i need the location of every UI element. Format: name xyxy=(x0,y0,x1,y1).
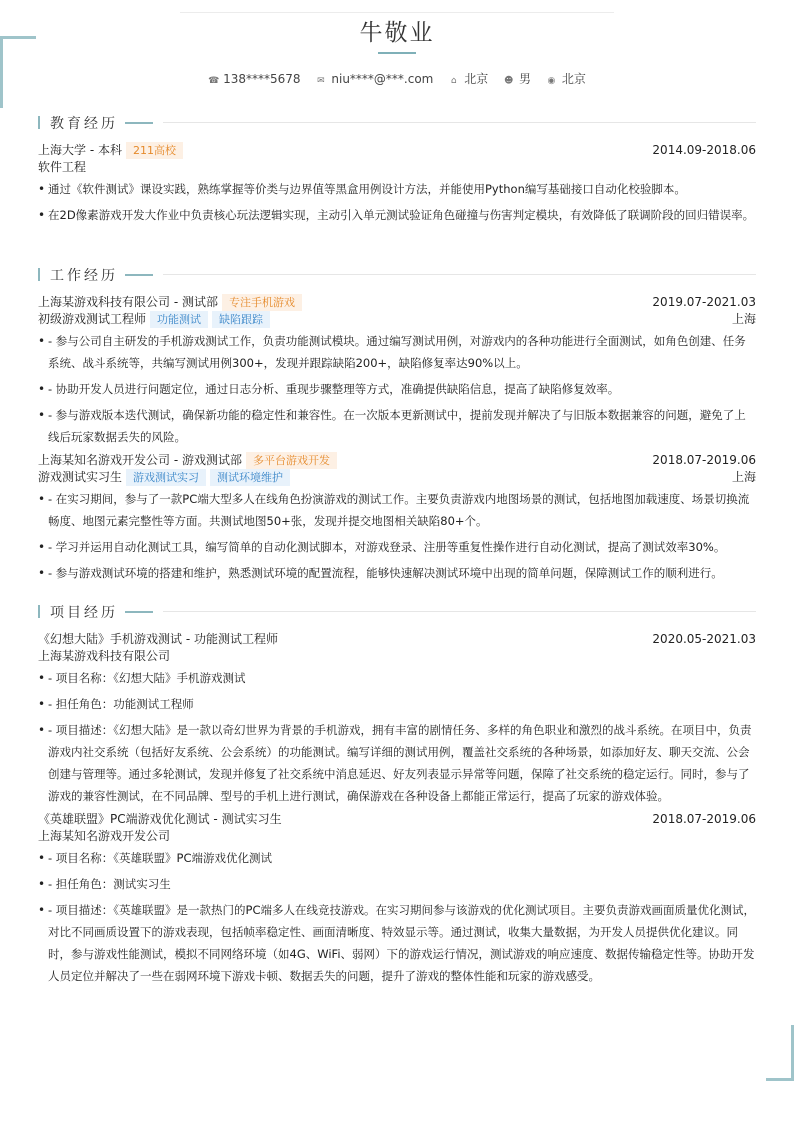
contact-bar xyxy=(0,70,794,87)
job-bullets xyxy=(38,488,756,584)
section-title: 工作经历 xyxy=(50,268,118,284)
list-item: • - 参与游戏测试环境的搭建和维护，熟悉测试环境的配置流程，能够快速解决测试环境中出现的简单问题，保障测试工作的顺利进行。 xyxy=(38,562,756,584)
job-entry xyxy=(38,452,756,584)
job-company: 上海某知名游戏开发公司 - 游戏测试部 xyxy=(38,453,242,467)
section-header xyxy=(38,603,756,621)
project-name: 《英雄联盟》PC端游戏优化测试 - 测试实习生 xyxy=(38,812,282,826)
list-item: • - 项目名称：《英雄联盟》PC端游戏优化测试 xyxy=(38,847,756,869)
section-header xyxy=(38,266,756,284)
project-bullets xyxy=(38,847,756,987)
home-icon: ⌂ xyxy=(450,76,457,86)
job-header xyxy=(38,294,756,311)
job-header xyxy=(38,452,756,469)
contact-gender: ☻ 男 xyxy=(504,72,532,86)
phone-icon: ☎ xyxy=(208,75,220,86)
project-header xyxy=(38,811,756,828)
list-item: • - 项目名称：《幻想大陆》手机游戏测试 xyxy=(38,667,756,689)
mail-icon: ✉ xyxy=(317,75,325,86)
project-dates: 2020.05-2021.03 xyxy=(652,632,756,646)
location-pin-icon: ◉ xyxy=(547,76,556,86)
job-dates: 2019.07-2021.03 xyxy=(652,295,756,309)
list-item: • - 担任角色：测试实习生 xyxy=(38,873,756,895)
section-dash xyxy=(125,611,153,613)
section-bar xyxy=(38,116,40,129)
contact-phone: ☎ 138****5678 xyxy=(208,71,301,86)
job-entry xyxy=(38,294,756,448)
job-role: 游戏测试实习生 xyxy=(38,470,123,484)
projects-section xyxy=(38,603,756,991)
list-item: • - 项目描述：《幻想大陆》是一款以奇幻世界为背景的手机游戏，拥有丰富的剧情任务、多样的角色职业和激烈的战斗系统。在项目中，负责游戏内社交系统（包括好友系统、公会系统）的功能测试。编写详细的测试用例，覆盖社交系统的各种场景，如添加好友、聊天交流、公会创建与管理等。通过多轮测试，发现并修复了社交系统中消息延迟、好友列表显示异常等问题，保障了社交系统的稳定运行。同时，参与了游戏的兼容性测试，在不同品牌、型号的手机上进行测试，确保游戏在各种设备上都能正常运行，提高了玩家的游戏体验。 xyxy=(38,719,756,807)
project-org: 上海某知名游戏开发公司 xyxy=(38,829,171,843)
skill-tag: 缺陷跟踪 xyxy=(212,311,270,328)
section-line xyxy=(163,611,756,612)
section-title: 项目经历 xyxy=(50,605,118,621)
project-bullets xyxy=(38,667,756,807)
list-item: • 在2D像素游戏开发大作业中负责核心玩法逻辑实现，主动引入单元测试验证角色碰撞与伤害判定模块，有效降低了联调阶段的回归错误率。 xyxy=(38,204,756,226)
company-tag: 多平台游戏开发 xyxy=(246,452,337,469)
name-underline xyxy=(378,52,416,54)
job-bullets xyxy=(38,330,756,448)
project-org: 上海某游戏科技有限公司 xyxy=(38,649,171,663)
skill-tag: 功能测试 xyxy=(150,311,208,328)
contact-email: ✉ niu****@***.com xyxy=(317,71,434,86)
job-city: 上海 xyxy=(731,312,756,326)
education-section xyxy=(38,114,756,230)
project-name: 《幻想大陆》手机游戏测试 - 功能测试工程师 xyxy=(38,632,278,646)
major: 软件工程 xyxy=(38,160,87,174)
section-dash xyxy=(125,122,153,124)
project-header xyxy=(38,631,756,648)
education-dates: 2014.09-2018.06 xyxy=(652,143,756,157)
job-company: 上海某游戏科技有限公司 - 测试部 xyxy=(38,295,218,309)
corner-decoration-bottom-right xyxy=(766,1025,794,1081)
contact-location: ◉ 北京 xyxy=(547,72,586,86)
work-section xyxy=(38,266,756,588)
section-bar xyxy=(38,605,40,618)
section-line xyxy=(163,274,756,275)
job-role-row xyxy=(38,469,756,486)
list-item: • 通过《软件测试》课设实践，熟练掌握等价类与边界值等黑盒用例设计方法，并能使用Python编写基础接口自动化校验脚本。 xyxy=(38,178,756,200)
list-item: • - 参与游戏版本迭代测试，确保新功能的稳定性和兼容性。在一次版本更新测试中，提前发现并解决了与旧版本数据兼容的问题，避免了上线后玩家数据丢失的风险。 xyxy=(38,404,756,448)
school-tag: 211高校 xyxy=(126,142,183,159)
list-item: • - 在实习期间，参与了一款PC端大型多人在线角色扮演游戏的测试工作。主要负责游戏内地图场景的测试，包括地图加载速度、场景切换流畅度、地图元素完整性等方面。共测试地图50+张，发现并提交地图相关缺陷80+个。 xyxy=(38,488,756,532)
person-icon: ☻ xyxy=(504,76,514,86)
list-item: • - 项目描述：《英雄联盟》是一款热门的PC端多人在线竞技游戏。在实习期间参与该游戏的优化测试项目。主要负责游戏画面质量优化测试，对比不同画质设置下的游戏表现，包括帧率稳定性、画面清晰度、特效显示等。通过测试，收集大量数据，为开发人员提供优化建议。同时，参与游戏性能测试，模拟不同网络环境（如4G、WiFi、弱网）下的游戏运行情况，测试游戏的响应速度、数据传输稳定性等。协助开发人员定位并解决了一些在弱网环境下游戏卡顿、数据丢失的问题，提升了游戏的整体性能和玩家的游戏感受。 xyxy=(38,899,756,987)
skill-tag: 游戏测试实习 xyxy=(126,469,206,486)
job-city: 上海 xyxy=(731,470,756,484)
list-item: • - 参与公司自主研发的手机游戏测试工作，负责功能测试模块。通过编写测试用例，对游戏内的各种功能进行全面测试，如角色创建、任务系统、战斗系统等，共编写测试用例300+，发现并跟踪缺陷200+，缺陷修复率达90%以上。 xyxy=(38,330,756,374)
contact-hometown: ⌂ 北京 xyxy=(450,72,489,86)
job-dates: 2018.07-2019.06 xyxy=(652,453,756,467)
education-row xyxy=(38,142,756,159)
project-entry xyxy=(38,811,756,987)
school-name: 上海大学 - 本科 xyxy=(38,143,122,157)
education-bullets xyxy=(38,178,756,226)
section-title: 教育经历 xyxy=(50,116,118,132)
list-item: • - 学习并运用自动化测试工具，编写简单的自动化测试脚本，对游戏登录、注册等重复性操作进行自动化测试，提高了测试效率30%。 xyxy=(38,536,756,558)
project-dates: 2018.07-2019.06 xyxy=(652,812,756,826)
resume-name: 牛敬业 xyxy=(359,20,435,46)
section-line xyxy=(163,122,756,123)
section-dash xyxy=(125,274,153,276)
company-tag: 专注手机游戏 xyxy=(222,294,302,311)
top-divider xyxy=(180,12,614,13)
section-header xyxy=(38,114,756,132)
job-role: 初级游戏测试工程师 xyxy=(38,312,147,326)
skill-tag: 测试环境维护 xyxy=(210,469,290,486)
list-item: • - 担任角色：功能测试工程师 xyxy=(38,693,756,715)
list-item: • - 协助开发人员进行问题定位，通过日志分析、重现步骤整理等方式，准确提供缺陷信息，提高了缺陷修复效率。 xyxy=(38,378,756,400)
job-role-row xyxy=(38,311,756,328)
project-entry xyxy=(38,631,756,807)
section-bar xyxy=(38,268,40,281)
